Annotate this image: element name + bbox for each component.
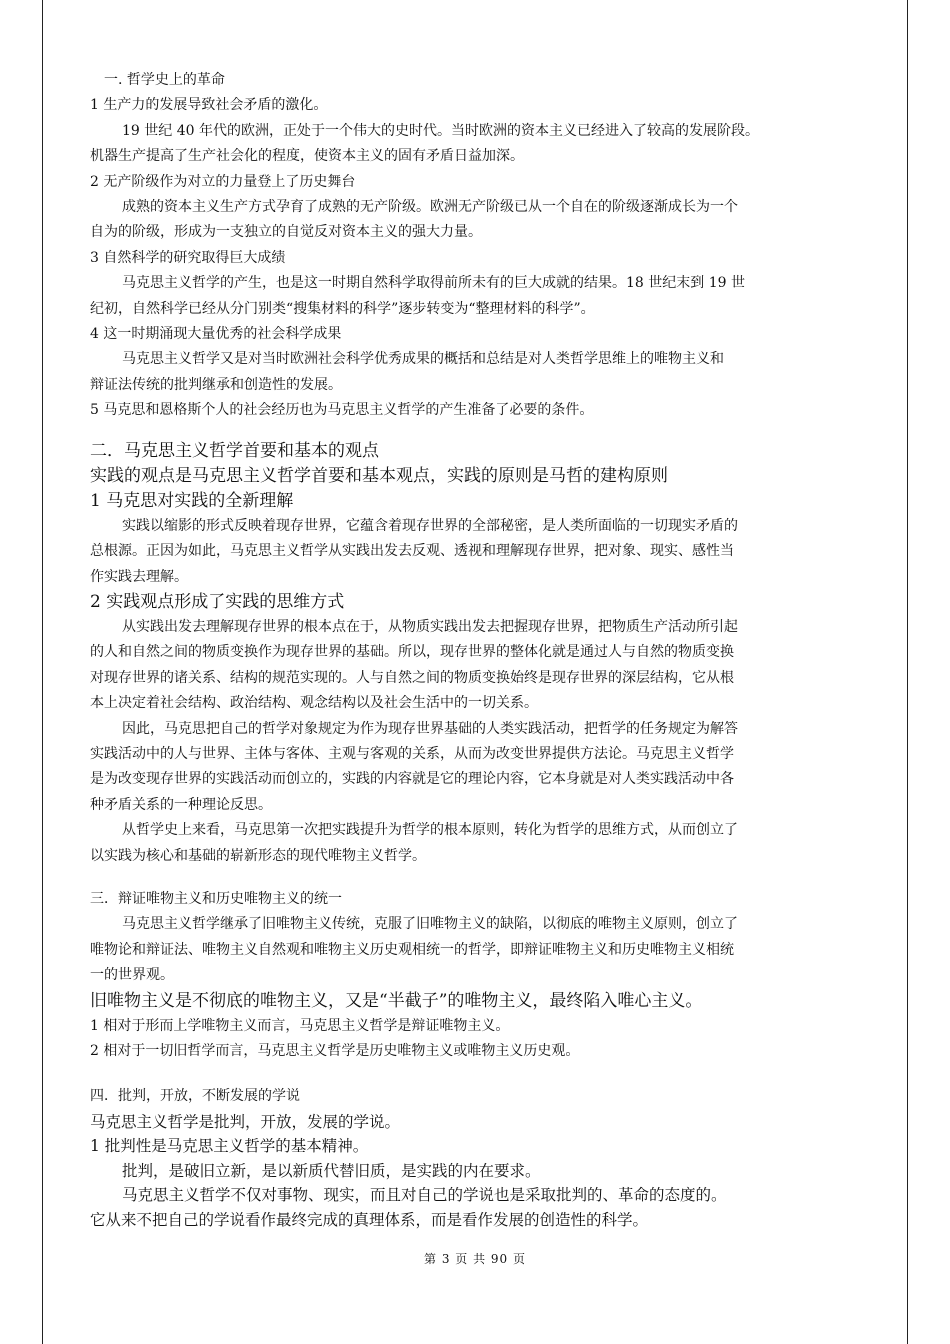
section-1-paragraph: 机器生产提高了生产社会化的程度，使资本主义的固有矛盾日益加深。 (90, 148, 524, 165)
section-2-paragraph: 实践活动中的人与世界、主体与客体、主观与客观的关系，从而为改变世界提供方法论。马克思主义哲学 (90, 745, 734, 762)
section-2-paragraph: 种矛盾关系的一种理论反思。 (90, 796, 272, 813)
section-2-paragraph: 从哲学史上来看，马克思第一次把实践提升为哲学的根本原则，转化为哲学的思维方式，从而创立了 (122, 822, 738, 839)
section-1-paragraph: 马克思主义哲学又是对当时欧洲社会科学优秀成果的概括和总结是对人类哲学思维上的唯物主义和 (122, 351, 724, 368)
section-2-paragraph: 总根源。正因为如此，马克思主义哲学从实践出发去反观、透视和理解现存世界，把对象、现实、感性当 (90, 543, 734, 560)
section-2-point-1: 1 马克思对实践的全新理解 (90, 490, 294, 511)
section-4-heading: 四．批判，开放，不断发展的学说 (90, 1088, 300, 1105)
section-2-heading: 二．马克思主义哲学首要和基本的观点 (90, 440, 379, 461)
page-border-left (42, 0, 43, 1344)
section-1-paragraph: 自为的阶级，形成为一支独立的自觉反对资本主义的强大力量。 (90, 224, 482, 241)
section-1-point-3: 3 自然科学的研究取得巨大成绩 (90, 249, 286, 266)
section-2-paragraph: 对现存世界的诸关系、结构的规范实现的。人与自然之间的物质变换始终是现存世界的深层结构，它从根 (90, 669, 734, 686)
section-3-point-1: 1 相对于形而上学唯物主义而言，马克思主义哲学是辩证唯物主义。 (90, 1017, 510, 1034)
section-2-paragraph: 作实践去理解。 (90, 568, 188, 585)
section-1-paragraph: 马克思主义哲学的产生，也是这一时期自然科学取得前所未有的巨大成就的结果。18 世纪末到 19 世 (122, 275, 745, 292)
section-1-point-2: 2 无产阶级作为对立的力量登上了历史舞台 (90, 173, 356, 190)
section-2-paragraph: 以实践为核心和基础的崭新形态的现代唯物主义哲学。 (90, 847, 426, 864)
section-2-paragraph: 实践以缩影的形式反映着现存世界，它蕴含着现存世界的全部秘密，是人类所面临的一切现实矛盾的 (122, 517, 738, 534)
section-1-paragraph: 成熟的资本主义生产方式孕育了成熟的无产阶级。欧洲无产阶级已从一个自在的阶级逐渐成长为一个 (122, 199, 738, 216)
document-body (90, 68, 860, 1232)
section-2-paragraph: 从实践出发去理解现存世界的根本点在于，从物质实践出发去把握现存世界，把物质生产活动所引起 (122, 618, 738, 635)
section-4-paragraph: 它从来不把自己的学说看作最终完成的真理体系，而是看作发展的创造性的科学。 (90, 1210, 649, 1229)
section-2-paragraph: 是为改变现存世界的实践活动而创立的，实践的内容就是它的理论内容，它本身就是对人类实践活动中各 (90, 771, 734, 788)
section-1-point-4: 4 这一时期涌现大量优秀的社会科学成果 (90, 326, 342, 343)
section-1-paragraph: 19 世纪 40 年代的欧洲，正处于一个伟大的史时代。当时欧洲的资本主义已经进入了较高的发展阶段。 (122, 122, 759, 139)
section-4-paragraph: 马克思主义哲学不仅对事物、现实，而且对自己的学说也是采取批判的、革命的态度的。 (122, 1186, 727, 1205)
page-border-right (907, 0, 908, 1344)
section-3-point-2: 2 相对于一切旧哲学而言，马克思主义哲学是历史唯物主义或唯物主义历史观。 (90, 1043, 580, 1059)
section-2-paragraph: 本上决定着社会结构、政治结构、观念结构以及社会生活中的一切关系。 (90, 695, 538, 712)
section-3-heading: 三．辩证唯物主义和历史唯物主义的统一 (90, 890, 342, 907)
section-1-point-5: 5 马克思和恩格斯个人的社会经历也为马克思主义哲学的产生准备了必要的条件。 (90, 402, 594, 419)
section-3-paragraph: 唯物论和辩证法、唯物主义自然观和唯物主义历史观相统一的哲学，即辩证唯物主义和历史唯物主义相统 (90, 941, 734, 958)
section-3-lead: 旧唯物主义是不彻底的唯物主义，又是“半截子”的唯物主义，最终陷入唯心主义。 (90, 990, 703, 1011)
section-1-point-1: 1 生产力的发展导致社会矛盾的激化。 (90, 97, 328, 114)
section-4-point-1: 1 批判性是马克思主义哲学的基本精神。 (90, 1137, 369, 1156)
section-1-heading: 一. 哲学史上的革命 (104, 72, 225, 88)
section-4-paragraph: 批判，是破旧立新，是以新质代替旧质，是实践的内在要求。 (122, 1161, 541, 1180)
section-2-lead: 实践的观点是马克思主义哲学首要和基本观点，实践的原则是马哲的建构原则 (90, 465, 668, 486)
section-1-paragraph: 辩证法传统的批判继承和创造性的发展。 (90, 376, 342, 393)
section-1-paragraph: 纪初，自然科学已经从分门别类“搜集材料的科学”逐步转变为“整理材料的科学”。 (90, 300, 595, 317)
page-number: 第 3 页 共 90 页 (424, 1252, 526, 1266)
section-4-lead: 马克思主义哲学是批判，开放，发展的学说。 (90, 1112, 401, 1131)
section-2-paragraph: 的人和自然之间的物质变换作为现存世界的基础。所以，现存世界的整体化就是通过人与自然的物质变换 (90, 644, 734, 661)
section-2-point-2: 2 实践观点形成了实践的思维方式 (90, 591, 345, 612)
section-3-paragraph: 一的世界观。 (90, 967, 174, 984)
section-2-paragraph: 因此，马克思把自己的哲学对象规定为作为现存世界基础的人类实践活动，把哲学的任务规定为解答 (122, 720, 738, 737)
section-3-paragraph: 马克思主义哲学继承了旧唯物主义传统，克服了旧唯物主义的缺陷，以彻底的唯物主义原则，创立了 (122, 916, 738, 933)
